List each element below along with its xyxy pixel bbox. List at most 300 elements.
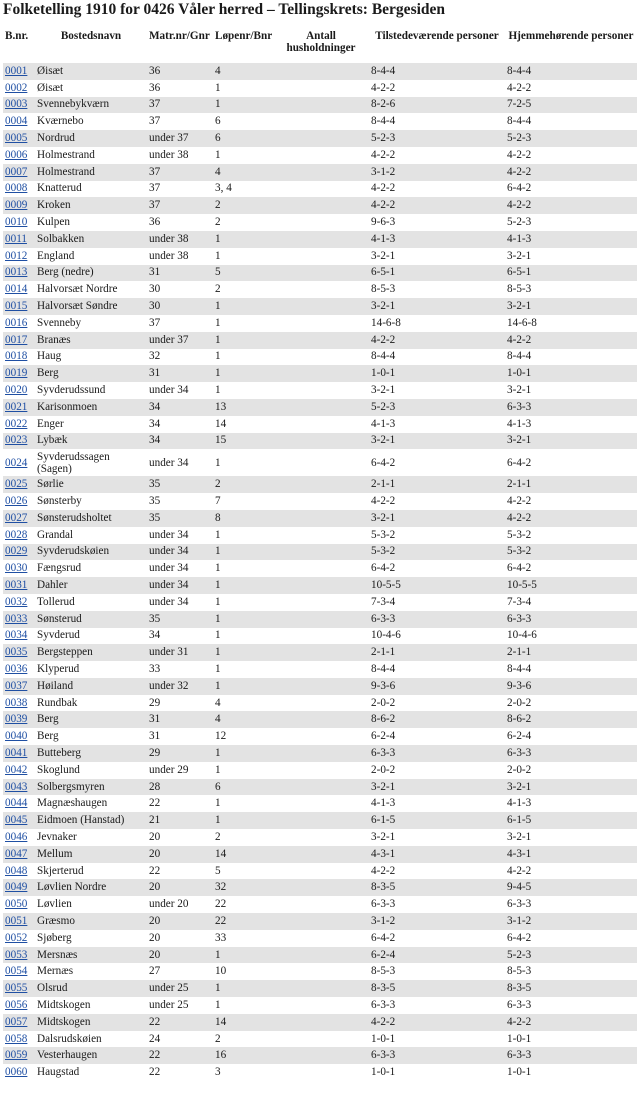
table-row: [3, 80, 637, 97]
bnr-link[interactable]: 0001: [5, 64, 28, 77]
bnr-link[interactable]: 0043: [5, 780, 28, 793]
cell-hjemmehorende: 6-3-3: [505, 1047, 637, 1064]
cell-husholdninger: [273, 181, 369, 198]
cell-bostedsnavn: Holmestrand: [35, 147, 147, 164]
cell-bostedsnavn: Butteberg: [35, 745, 147, 762]
cell-bostedsnavn: Dahler: [35, 577, 147, 594]
cell-husholdninger: [273, 349, 369, 366]
cell-bostedsnavn: Halvorsæt Søndre: [35, 298, 147, 315]
table-row: [3, 1014, 637, 1031]
cell-husholdninger: [273, 795, 369, 812]
cell-bnr: [3, 963, 35, 980]
bnr-link[interactable]: 0042: [5, 763, 28, 776]
col-header-matrnr: Matr.nr/Gnr: [149, 30, 210, 42]
cell-bnr: [3, 181, 35, 198]
bnr-link[interactable]: 0019: [5, 367, 28, 380]
cell-tilstedevarende: 4-2-2: [369, 332, 505, 349]
cell-bnr: [3, 1064, 35, 1081]
cell-bnr: [3, 365, 35, 382]
table-row: [3, 762, 637, 779]
cell-hjemmehorende: 5-2-3: [505, 130, 637, 147]
cell-hjemmehorende: 6-2-4: [505, 728, 637, 745]
cell-matrnr: 36: [147, 63, 213, 80]
cell-bnr: [3, 147, 35, 164]
bnr-link[interactable]: 0060: [5, 1066, 28, 1079]
table-row: [3, 997, 637, 1014]
bnr-link[interactable]: 0035: [5, 646, 28, 659]
cell-bostedsnavn: Lybæk: [35, 433, 147, 450]
cell-bnr: [3, 644, 35, 661]
cell-bnr: [3, 795, 35, 812]
cell-lopenr: 16: [213, 1047, 273, 1064]
cell-husholdninger: [273, 231, 369, 248]
bnr-link[interactable]: 0029: [5, 545, 28, 558]
cell-tilstedevarende: 8-2-6: [369, 97, 505, 114]
cell-lopenr: 1: [213, 544, 273, 561]
cell-lopenr: 2: [213, 829, 273, 846]
table-row: [3, 164, 637, 181]
cell-bnr: [3, 298, 35, 315]
cell-husholdninger: [273, 1064, 369, 1081]
cell-bostedsnavn: Knatterud: [35, 181, 147, 198]
bnr-link[interactable]: 0024: [5, 456, 28, 469]
cell-bostedsnavn: Svennebykværn: [35, 97, 147, 114]
cell-matrnr: under 34: [147, 577, 213, 594]
cell-lopenr: 1: [213, 382, 273, 399]
bnr-link[interactable]: 0003: [5, 98, 28, 111]
bnr-link[interactable]: 0058: [5, 1032, 28, 1045]
cell-hjemmehorende: 6-5-1: [505, 265, 637, 282]
bnr-link[interactable]: 0030: [5, 562, 28, 575]
cell-lopenr: 1: [213, 980, 273, 997]
cell-matrnr: 34: [147, 433, 213, 450]
cell-bostedsnavn: Jevnaker: [35, 829, 147, 846]
table-row: [3, 896, 637, 913]
cell-husholdninger: [273, 644, 369, 661]
cell-tilstedevarende: 6-4-2: [369, 449, 505, 476]
bnr-link[interactable]: 0032: [5, 595, 28, 608]
cell-husholdninger: [273, 863, 369, 880]
bnr-link[interactable]: 0048: [5, 864, 28, 877]
cell-bostedsnavn: Midtskogen: [35, 997, 147, 1014]
cell-hjemmehorende: 5-2-3: [505, 214, 637, 231]
cell-husholdninger: [273, 913, 369, 930]
cell-bnr: [3, 728, 35, 745]
cell-husholdninger: [273, 896, 369, 913]
table-row: [3, 113, 637, 130]
bnr-link[interactable]: 0011: [5, 232, 27, 245]
cell-bnr: [3, 349, 35, 366]
bnr-link[interactable]: 0018: [5, 350, 28, 363]
cell-bostedsnavn: Syvderudssagen (Sagen): [35, 449, 147, 476]
bnr-link[interactable]: 0055: [5, 982, 28, 995]
cell-tilstedevarende: 6-3-3: [369, 896, 505, 913]
cell-lopenr: 8: [213, 510, 273, 527]
cell-bnr: [3, 527, 35, 544]
cell-hjemmehorende: 8-6-2: [505, 711, 637, 728]
cell-hjemmehorende: 3-2-1: [505, 382, 637, 399]
cell-bnr: [3, 231, 35, 248]
cell-tilstedevarende: 5-2-3: [369, 399, 505, 416]
table-row: [3, 281, 637, 298]
table-row: [3, 661, 637, 678]
cell-lopenr: 2: [213, 214, 273, 231]
cell-matrnr: 20: [147, 829, 213, 846]
bnr-link[interactable]: 0007: [5, 165, 28, 178]
cell-matrnr: 31: [147, 711, 213, 728]
table-row: [3, 711, 637, 728]
bnr-link[interactable]: 0050: [5, 898, 28, 911]
cell-hjemmehorende: 8-4-4: [505, 349, 637, 366]
cell-bnr: [3, 399, 35, 416]
cell-matrnr: 30: [147, 281, 213, 298]
col-header-bostedsnavn: Bostedsnavn: [60, 30, 122, 42]
cell-tilstedevarende: 1-0-1: [369, 1031, 505, 1048]
cell-bostedsnavn: Halvorsæt Nordre: [35, 281, 147, 298]
cell-bnr: [3, 879, 35, 896]
table-row: [3, 560, 637, 577]
bnr-link[interactable]: 0009: [5, 199, 28, 212]
cell-hjemmehorende: 6-3-3: [505, 611, 637, 628]
bnr-link[interactable]: 0020: [5, 384, 28, 397]
cell-tilstedevarende: 6-4-2: [369, 930, 505, 947]
bnr-link[interactable]: 0025: [5, 478, 28, 491]
cell-matrnr: 37: [147, 197, 213, 214]
bnr-link[interactable]: 0016: [5, 316, 28, 329]
cell-lopenr: 4: [213, 695, 273, 712]
cell-hjemmehorende: 6-1-5: [505, 812, 637, 829]
bnr-link[interactable]: 0027: [5, 511, 28, 524]
cell-matrnr: 22: [147, 1064, 213, 1081]
bnr-link[interactable]: 0031: [5, 579, 28, 591]
table-row: [3, 214, 637, 231]
cell-tilstedevarende: 4-2-2: [369, 181, 505, 198]
cell-lopenr: 14: [213, 846, 273, 863]
cell-hjemmehorende: 3-2-1: [505, 248, 637, 265]
cell-husholdninger: [273, 315, 369, 332]
cell-bnr: [3, 449, 35, 476]
cell-husholdninger: [273, 97, 369, 114]
cell-matrnr: under 25: [147, 997, 213, 1014]
bnr-link[interactable]: 0051: [5, 914, 28, 927]
cell-bostedsnavn: Magnæshaugen: [35, 795, 147, 812]
bnr-link[interactable]: 0046: [5, 830, 28, 843]
cell-hjemmehorende: 6-3-3: [505, 896, 637, 913]
table-row: [3, 695, 637, 712]
bnr-link[interactable]: 0008: [5, 182, 28, 195]
cell-bnr: [3, 97, 35, 114]
cell-bnr: [3, 812, 35, 829]
cell-bostedsnavn: Kulpen: [35, 214, 147, 231]
bnr-link[interactable]: 0040: [5, 730, 28, 743]
bnr-link[interactable]: 0014: [5, 283, 28, 296]
cell-tilstedevarende: 5-2-3: [369, 130, 505, 147]
table-row: [3, 527, 637, 544]
cell-lopenr: 1: [213, 644, 273, 661]
bnr-link[interactable]: 0006: [5, 148, 28, 161]
bnr-link[interactable]: 0056: [5, 998, 28, 1011]
cell-bnr: [3, 896, 35, 913]
cell-bostedsnavn: Mellum: [35, 846, 147, 863]
cell-lopenr: 1: [213, 332, 273, 349]
cell-tilstedevarende: 6-4-2: [369, 560, 505, 577]
cell-bnr: [3, 476, 35, 493]
cell-bnr: [3, 80, 35, 97]
table-row: [3, 544, 637, 561]
cell-matrnr: under 34: [147, 560, 213, 577]
bnr-link[interactable]: 0022: [5, 417, 28, 430]
cell-matrnr: 20: [147, 947, 213, 964]
cell-husholdninger: [273, 846, 369, 863]
cell-hjemmehorende: 3-2-1: [505, 779, 637, 796]
cell-bnr: [3, 433, 35, 450]
bnr-link[interactable]: 0033: [5, 612, 28, 625]
table-row: [3, 846, 637, 863]
cell-bnr: [3, 980, 35, 997]
cell-hjemmehorende: 14-6-8: [505, 315, 637, 332]
cell-bostedsnavn: Berg: [35, 711, 147, 728]
bnr-link[interactable]: 0045: [5, 814, 28, 827]
cell-tilstedevarende: 4-2-2: [369, 863, 505, 880]
table-row: [3, 863, 637, 880]
bnr-link[interactable]: 0057: [5, 1015, 28, 1028]
cell-tilstedevarende: 10-4-6: [369, 628, 505, 645]
cell-bostedsnavn: Syvderudssund: [35, 382, 147, 399]
cell-bnr: [3, 281, 35, 298]
col-header-tilstedevarende: Tilstedeværende personer: [375, 30, 499, 42]
cell-bostedsnavn: Grandal: [35, 527, 147, 544]
bnr-link[interactable]: 0044: [5, 797, 28, 810]
cell-lopenr: 1: [213, 298, 273, 315]
cell-bnr: [3, 678, 35, 695]
cell-lopenr: 12: [213, 728, 273, 745]
bnr-link[interactable]: 0047: [5, 847, 28, 860]
cell-bnr: [3, 265, 35, 282]
cell-tilstedevarende: 2-1-1: [369, 644, 505, 661]
cell-bnr: [3, 1031, 35, 1048]
bnr-link[interactable]: 0004: [5, 115, 28, 128]
cell-tilstedevarende: 5-3-2: [369, 527, 505, 544]
cell-lopenr: 1: [213, 745, 273, 762]
cell-bostedsnavn: Høiland: [35, 678, 147, 695]
cell-lopenr: 1: [213, 628, 273, 645]
cell-husholdninger: [273, 365, 369, 382]
cell-lopenr: 33: [213, 930, 273, 947]
table-row: [3, 416, 637, 433]
cell-matrnr: 32: [147, 349, 213, 366]
table-row: [3, 349, 637, 366]
table-row: [3, 493, 637, 510]
table-row: [3, 812, 637, 829]
cell-hjemmehorende: 6-4-2: [505, 560, 637, 577]
cell-lopenr: 6: [213, 779, 273, 796]
table-row: [3, 879, 637, 896]
bnr-link[interactable]: 0059: [5, 1049, 28, 1062]
cell-matrnr: 21: [147, 812, 213, 829]
cell-husholdninger: [273, 611, 369, 628]
cell-lopenr: 1: [213, 812, 273, 829]
cell-bostedsnavn: Sønsterudsholtet: [35, 510, 147, 527]
cell-lopenr: 1: [213, 577, 273, 594]
col-header-bnr: B.nr.: [5, 30, 29, 42]
cell-hjemmehorende: 2-0-2: [505, 695, 637, 712]
cell-matrnr: under 34: [147, 544, 213, 561]
cell-bnr: [3, 214, 35, 231]
cell-lopenr: 2: [213, 281, 273, 298]
bnr-link[interactable]: 0052: [5, 931, 28, 944]
table-row: [3, 332, 637, 349]
cell-bostedsnavn: Kværnebo: [35, 113, 147, 130]
cell-hjemmehorende: 5-3-2: [505, 544, 637, 561]
cell-hjemmehorende: 9-3-6: [505, 678, 637, 695]
bnr-link[interactable]: 0013: [5, 266, 28, 279]
cell-bostedsnavn: Syvderudskøien: [35, 544, 147, 561]
table-row: [3, 728, 637, 745]
cell-bostedsnavn: Græsmo: [35, 913, 147, 930]
table-row: [3, 930, 637, 947]
cell-tilstedevarende: 6-5-1: [369, 265, 505, 282]
bnr-link[interactable]: 0010: [5, 216, 28, 229]
cell-bostedsnavn: Bergsteppen: [35, 644, 147, 661]
cell-bnr: [3, 745, 35, 762]
cell-matrnr: 34: [147, 628, 213, 645]
cell-matrnr: 20: [147, 846, 213, 863]
bnr-link[interactable]: 0037: [5, 679, 28, 692]
cell-bnr: [3, 493, 35, 510]
cell-matrnr: 34: [147, 399, 213, 416]
page-title: Folketelling 1910 for 0426 Våler herred – Tellingskrets: Bergesiden: [3, 1, 446, 18]
cell-lopenr: 6: [213, 130, 273, 147]
cell-tilstedevarende: 6-2-4: [369, 728, 505, 745]
cell-lopenr: 1: [213, 449, 273, 476]
cell-husholdninger: [273, 762, 369, 779]
bnr-link[interactable]: 0002: [5, 81, 28, 94]
cell-matrnr: 37: [147, 97, 213, 114]
cell-bostedsnavn: Mernæs: [35, 963, 147, 980]
bnr-link[interactable]: 0041: [5, 746, 28, 759]
cell-tilstedevarende: 9-6-3: [369, 214, 505, 231]
cell-husholdninger: [273, 560, 369, 577]
cell-bostedsnavn: Sønsterud: [35, 611, 147, 628]
cell-bostedsnavn: Syvderud: [35, 628, 147, 645]
bnr-link[interactable]: 0015: [5, 300, 28, 313]
col-header-hjemmehorende: Hjemmehørende personer: [508, 30, 634, 42]
cell-matrnr: 36: [147, 80, 213, 97]
cell-bnr: [3, 930, 35, 947]
cell-matrnr: 37: [147, 164, 213, 181]
bnr-link[interactable]: 0049: [5, 881, 28, 894]
cell-tilstedevarende: 8-5-3: [369, 963, 505, 980]
cell-bnr: [3, 248, 35, 265]
table-row: [3, 779, 637, 796]
cell-bostedsnavn: Olsrud: [35, 980, 147, 997]
bnr-link[interactable]: 0021: [5, 400, 28, 413]
cell-tilstedevarende: 6-3-3: [369, 611, 505, 628]
cell-lopenr: 3, 4: [213, 181, 273, 198]
cell-matrnr: under 38: [147, 147, 213, 164]
cell-hjemmehorende: 10-5-5: [505, 577, 637, 594]
cell-matrnr: 35: [147, 510, 213, 527]
cell-bnr: [3, 611, 35, 628]
cell-hjemmehorende: 8-3-5: [505, 980, 637, 997]
table-row: [3, 577, 637, 594]
cell-bostedsnavn: Midtskogen: [35, 1014, 147, 1031]
cell-tilstedevarende: 3-1-2: [369, 164, 505, 181]
cell-matrnr: under 38: [147, 248, 213, 265]
cell-lopenr: 7: [213, 493, 273, 510]
cell-bnr: [3, 332, 35, 349]
cell-husholdninger: [273, 661, 369, 678]
bnr-link[interactable]: 0012: [5, 249, 28, 262]
cell-hjemmehorende: 4-2-2: [505, 493, 637, 510]
table-row: [3, 147, 637, 164]
cell-tilstedevarende: 14-6-8: [369, 315, 505, 332]
bnr-link[interactable]: 0017: [5, 333, 28, 346]
cell-hjemmehorende: 6-3-3: [505, 399, 637, 416]
cell-bostedsnavn: Sønsterby: [35, 493, 147, 510]
bnr-link[interactable]: 0036: [5, 662, 28, 675]
cell-husholdninger: [273, 1047, 369, 1064]
cell-matrnr: under 34: [147, 594, 213, 611]
bnr-link[interactable]: 0023: [5, 434, 28, 447]
cell-bostedsnavn: England: [35, 248, 147, 265]
cell-hjemmehorende: 6-4-2: [505, 930, 637, 947]
cell-matrnr: 31: [147, 728, 213, 745]
cell-tilstedevarende: 2-0-2: [369, 695, 505, 712]
bnr-link[interactable]: 0034: [5, 629, 28, 642]
bnr-link[interactable]: 0053: [5, 948, 28, 961]
cell-matrnr: under 38: [147, 231, 213, 248]
cell-tilstedevarende: 6-3-3: [369, 997, 505, 1014]
cell-tilstedevarende: 3-2-1: [369, 298, 505, 315]
cell-matrnr: 35: [147, 476, 213, 493]
cell-husholdninger: [273, 164, 369, 181]
cell-lopenr: 1: [213, 365, 273, 382]
cell-lopenr: 1: [213, 97, 273, 114]
bnr-link[interactable]: 0005: [5, 132, 28, 145]
cell-hjemmehorende: 3-1-2: [505, 913, 637, 930]
cell-bnr: [3, 197, 35, 214]
cell-tilstedevarende: 6-2-4: [369, 947, 505, 964]
cell-hjemmehorende: 4-1-3: [505, 231, 637, 248]
table-row: [3, 197, 637, 214]
bnr-link[interactable]: 0038: [5, 696, 28, 709]
cell-husholdninger: [273, 416, 369, 433]
table-row: [3, 130, 637, 147]
table-row: [3, 248, 637, 265]
cell-tilstedevarende: 4-3-1: [369, 846, 505, 863]
bnr-link[interactable]: 0054: [5, 965, 28, 978]
cell-tilstedevarende: 8-4-4: [369, 63, 505, 80]
bnr-link[interactable]: 0028: [5, 528, 28, 541]
table-row: [3, 365, 637, 382]
cell-matrnr: 24: [147, 1031, 213, 1048]
table-row: [3, 795, 637, 812]
cell-bnr: [3, 510, 35, 527]
table-row: [3, 963, 637, 980]
cell-tilstedevarende: 9-3-6: [369, 678, 505, 695]
bnr-link[interactable]: 0026: [5, 495, 28, 508]
cell-matrnr: 35: [147, 493, 213, 510]
cell-lopenr: 3: [213, 1064, 273, 1081]
cell-lopenr: 2: [213, 197, 273, 214]
bnr-link[interactable]: 0039: [5, 713, 28, 726]
table-row: [3, 433, 637, 450]
cell-matrnr: 20: [147, 879, 213, 896]
cell-matrnr: 35: [147, 611, 213, 628]
cell-lopenr: 22: [213, 913, 273, 930]
cell-bnr: [3, 416, 35, 433]
